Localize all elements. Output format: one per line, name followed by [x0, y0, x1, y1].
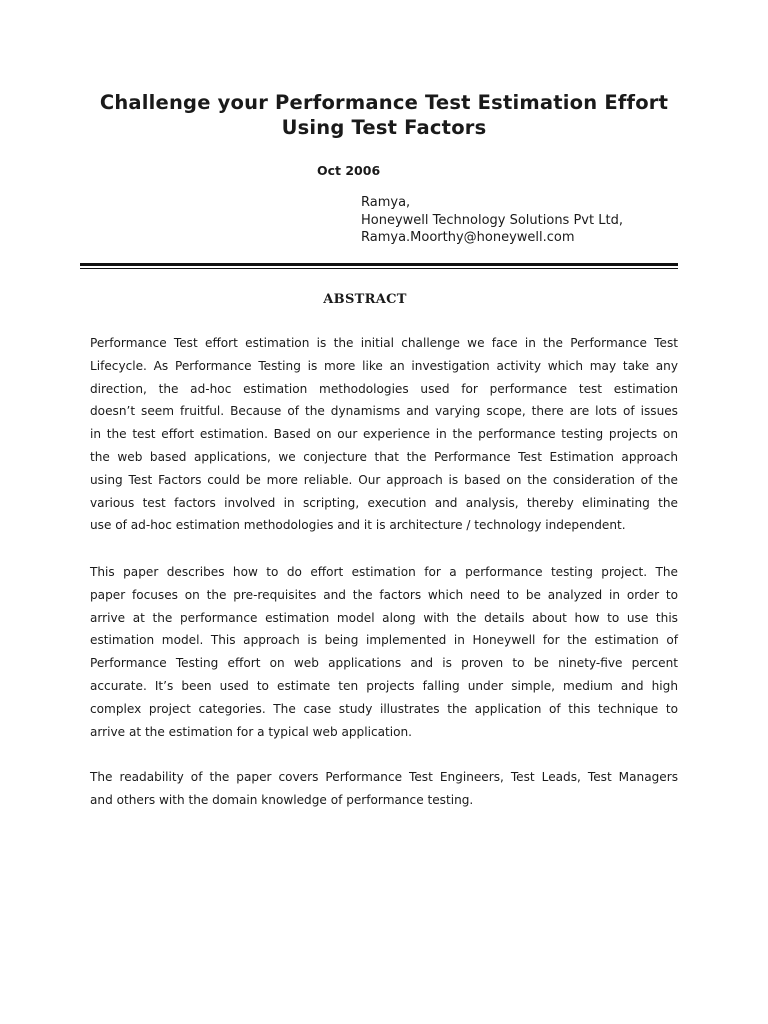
paragraph-line: accurate. It’s been used to estimate ten projects falling under simple, medium and high — [90, 678, 678, 693]
author-name: Ramya, — [361, 195, 411, 210]
publication-date: Oct 2006 — [317, 163, 381, 178]
paragraph-line: estimation model. This approach is being implemented in Honeywell for the estimation of — [90, 633, 678, 648]
paragraph-line: in the test effort estimation. Based on our experience in the performance testing projects on — [90, 427, 678, 442]
author-email: Ramya.Moorthy@honeywell.com — [361, 230, 575, 245]
header-divider-thin — [80, 268, 678, 269]
paragraph-line: This paper describes how to do effort estimation for a performance testing project. The — [90, 565, 678, 579]
abstract-paragraph-1 — [90, 332, 678, 537]
paragraph-line: direction, the ad-hoc estimation methodologies used for performance test estimation — [90, 381, 678, 396]
abstract-paragraph-3 — [90, 766, 678, 812]
paragraph-line: use of ad-hoc estimation methodologies and it is architecture / technology independent. — [90, 518, 626, 533]
paragraph-line: Performance Test effort estimation is the initial challenge we face in the Performance Test — [90, 336, 678, 350]
title-line-1: Challenge your Performance Test Estimation Effort — [99, 91, 669, 114]
paragraph-line: complex project categories. The case study illustrates the application of this technique to — [90, 701, 678, 716]
paragraph-line: various test factors involved in scripting, execution and analysis, thereby eliminating the — [90, 495, 678, 510]
paragraph-line: doesn’t seem fruitful. Because of the dynamisms and varying scope, there are lots of issues — [90, 404, 678, 419]
paragraph-line: and others with the domain knowledge of performance testing. — [90, 792, 474, 807]
author-block — [361, 194, 623, 247]
paragraph-line: arrive at the estimation for a typical web application. — [90, 724, 413, 739]
paragraph-line: arrive at the performance estimation model along with the details about how to use this — [90, 610, 678, 625]
author-organization: Honeywell Technology Solutions Pvt Ltd, — [361, 212, 623, 228]
document-title — [60, 90, 708, 140]
paragraph-line: the web based applications, we conjecture that the Performance Test Estimation approach — [90, 449, 678, 464]
paragraph-line: Lifecycle. As Performance Testing is more like an investigation activity which may take any — [90, 358, 678, 373]
abstract-paragraph-2 — [90, 561, 678, 743]
abstract-heading: ABSTRACT — [323, 292, 407, 307]
header-divider-thick — [80, 263, 678, 266]
paragraph-line: paper focuses on the pre-requisites and the factors which need to be analyzed in order to — [90, 587, 678, 602]
paragraph-line: Performance Testing effort on web applications and is proven to be ninety-five percent — [90, 656, 678, 671]
paragraph-line: using Test Factors could be more reliable. Our approach is based on the consideration of the — [90, 472, 678, 487]
paragraph-line: The readability of the paper covers Performance Test Engineers, Test Leads, Test Managers — [90, 770, 678, 784]
title-line-2: Using Test Factors — [281, 116, 487, 139]
